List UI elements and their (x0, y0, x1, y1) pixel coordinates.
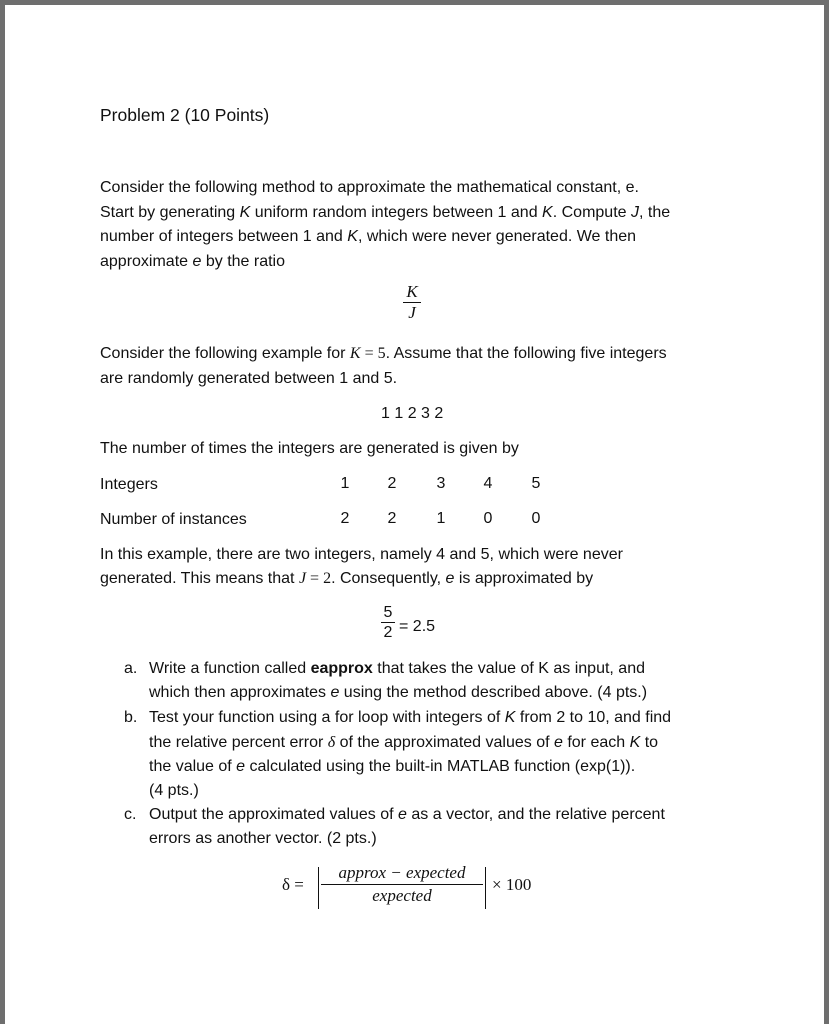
var-e: e (398, 806, 407, 823)
var-k: K (504, 709, 516, 726)
abs-bar-right (485, 867, 486, 909)
task-text: the relative percent error (149, 734, 328, 751)
approx-fraction (381, 603, 395, 642)
task-c-line-1 (149, 806, 665, 824)
formula-numerator: approx − expected (338, 863, 466, 882)
var-e: e (553, 734, 563, 751)
intro-text: by the ratio (201, 253, 286, 270)
document-page (5, 5, 824, 1024)
problem-title: Problem 2 (10 Points) (100, 105, 270, 125)
function-name: eapprox (310, 660, 373, 677)
example-text: . Assume that the following five integers (385, 345, 667, 362)
task-b-line-2 (149, 734, 658, 752)
var-k: K (347, 228, 358, 245)
conclusion-text: generated. This means that (100, 570, 299, 587)
var-e: e (236, 758, 246, 775)
task-text: from 2 to 10, and find (515, 709, 672, 726)
table-cell: 1 (340, 475, 350, 492)
var-k: K (349, 345, 361, 362)
table-cell: 0 (531, 510, 541, 527)
table-cell: 4 (483, 475, 493, 492)
example-line-2: are randomly generated between 1 and 5. (100, 370, 398, 387)
approx-denominator: 2 (383, 624, 393, 641)
intro-text: . Compute (552, 204, 631, 221)
intro-text: approximate (100, 253, 193, 270)
intro-line-1 (100, 176, 639, 201)
task-a-line-1 (149, 660, 645, 678)
example-text: Consider the following example for (100, 345, 350, 362)
table-cell: 2 (340, 510, 350, 527)
approx-numerator: 5 (383, 604, 393, 621)
task-text: Write a function called (149, 660, 311, 677)
task-text: for each (562, 734, 630, 751)
conclusion-text: is approximated by (454, 570, 594, 587)
ratio-fraction (403, 282, 421, 323)
task-b-label: b. (124, 709, 138, 726)
formula-lhs: δ = (282, 875, 304, 894)
abs-bar-left (318, 867, 319, 909)
task-a-label: a. (124, 660, 138, 677)
formula-rhs: × 100 (492, 875, 532, 894)
var-delta: δ (327, 734, 336, 751)
task-text: to (640, 734, 659, 751)
task-text: that takes the value of K as input, and (372, 660, 645, 677)
table-row-label-integers: Integers (100, 476, 158, 493)
intro-text: uniform random integers between 1 and (250, 204, 543, 221)
conclusion-line-2 (100, 567, 593, 592)
approx-result: = 2.5 (399, 618, 436, 635)
conclusion-text: . Consequently, (331, 570, 446, 587)
equation-text: = 5 (360, 345, 386, 362)
table-row-label-instances: Number of instances (100, 511, 247, 528)
formula-denominator: expected (372, 886, 432, 905)
task-text: Test your function using a for loop with integers of (149, 709, 505, 726)
task-b-line-4: (4 pts.) (149, 782, 199, 799)
table-cell: 0 (483, 510, 493, 527)
task-b-line-1 (149, 709, 671, 727)
intro-line-3 (100, 225, 636, 250)
ratio-numerator: K (406, 282, 418, 301)
table-cell: 2 (387, 475, 397, 492)
equation-text: = 2 (306, 570, 332, 587)
example-line-1 (100, 342, 667, 367)
var-k: K (629, 734, 641, 751)
intro-line-4 (100, 250, 285, 275)
var-j: J (298, 570, 307, 587)
task-text: which then approximates (149, 684, 331, 701)
intro-line-2 (100, 201, 670, 226)
var-k: K (239, 204, 251, 221)
task-c-label: c. (124, 806, 137, 823)
intro-line-1-text: Consider the following method to approximate the mathematical constant, e. (100, 179, 639, 196)
task-b-line-3 (149, 758, 635, 776)
table-cell: 1 (436, 510, 446, 527)
times-generated-text: The number of times the integers are generated is given by (100, 440, 519, 457)
task-text: using the method described above. (4 pts.) (339, 684, 648, 701)
task-text: the value of (149, 758, 237, 775)
table-cell: 3 (436, 475, 446, 492)
intro-text: Start by generating (100, 204, 240, 221)
var-e: e (192, 253, 202, 270)
task-text: of the approximated values of (335, 734, 554, 751)
ratio-denominator: J (408, 303, 416, 322)
intro-text: , the (638, 204, 671, 221)
formula-fraction (321, 862, 483, 907)
task-c-line-2: errors as another vector. (2 pts.) (149, 830, 377, 847)
var-e: e (330, 684, 340, 701)
task-text: calculated using the built-in MATLAB function (exp(1)). (245, 758, 636, 775)
task-text: Output the approximated values of (149, 806, 399, 823)
var-e: e (445, 570, 455, 587)
task-a-line-2 (149, 684, 647, 702)
var-j: J (630, 204, 639, 221)
conclusion-line-1: In this example, there are two integers, namely 4 and 5, which were never (100, 546, 623, 563)
table-cell: 2 (387, 510, 397, 527)
intro-text: , which were never generated. We then (357, 228, 637, 245)
task-text: as a vector, and the relative percent (406, 806, 665, 823)
random-sequence: 1 1 2 3 2 (381, 405, 444, 422)
table-cell: 5 (531, 475, 541, 492)
var-k: K (542, 204, 553, 221)
intro-text: number of integers between 1 and (100, 228, 348, 245)
